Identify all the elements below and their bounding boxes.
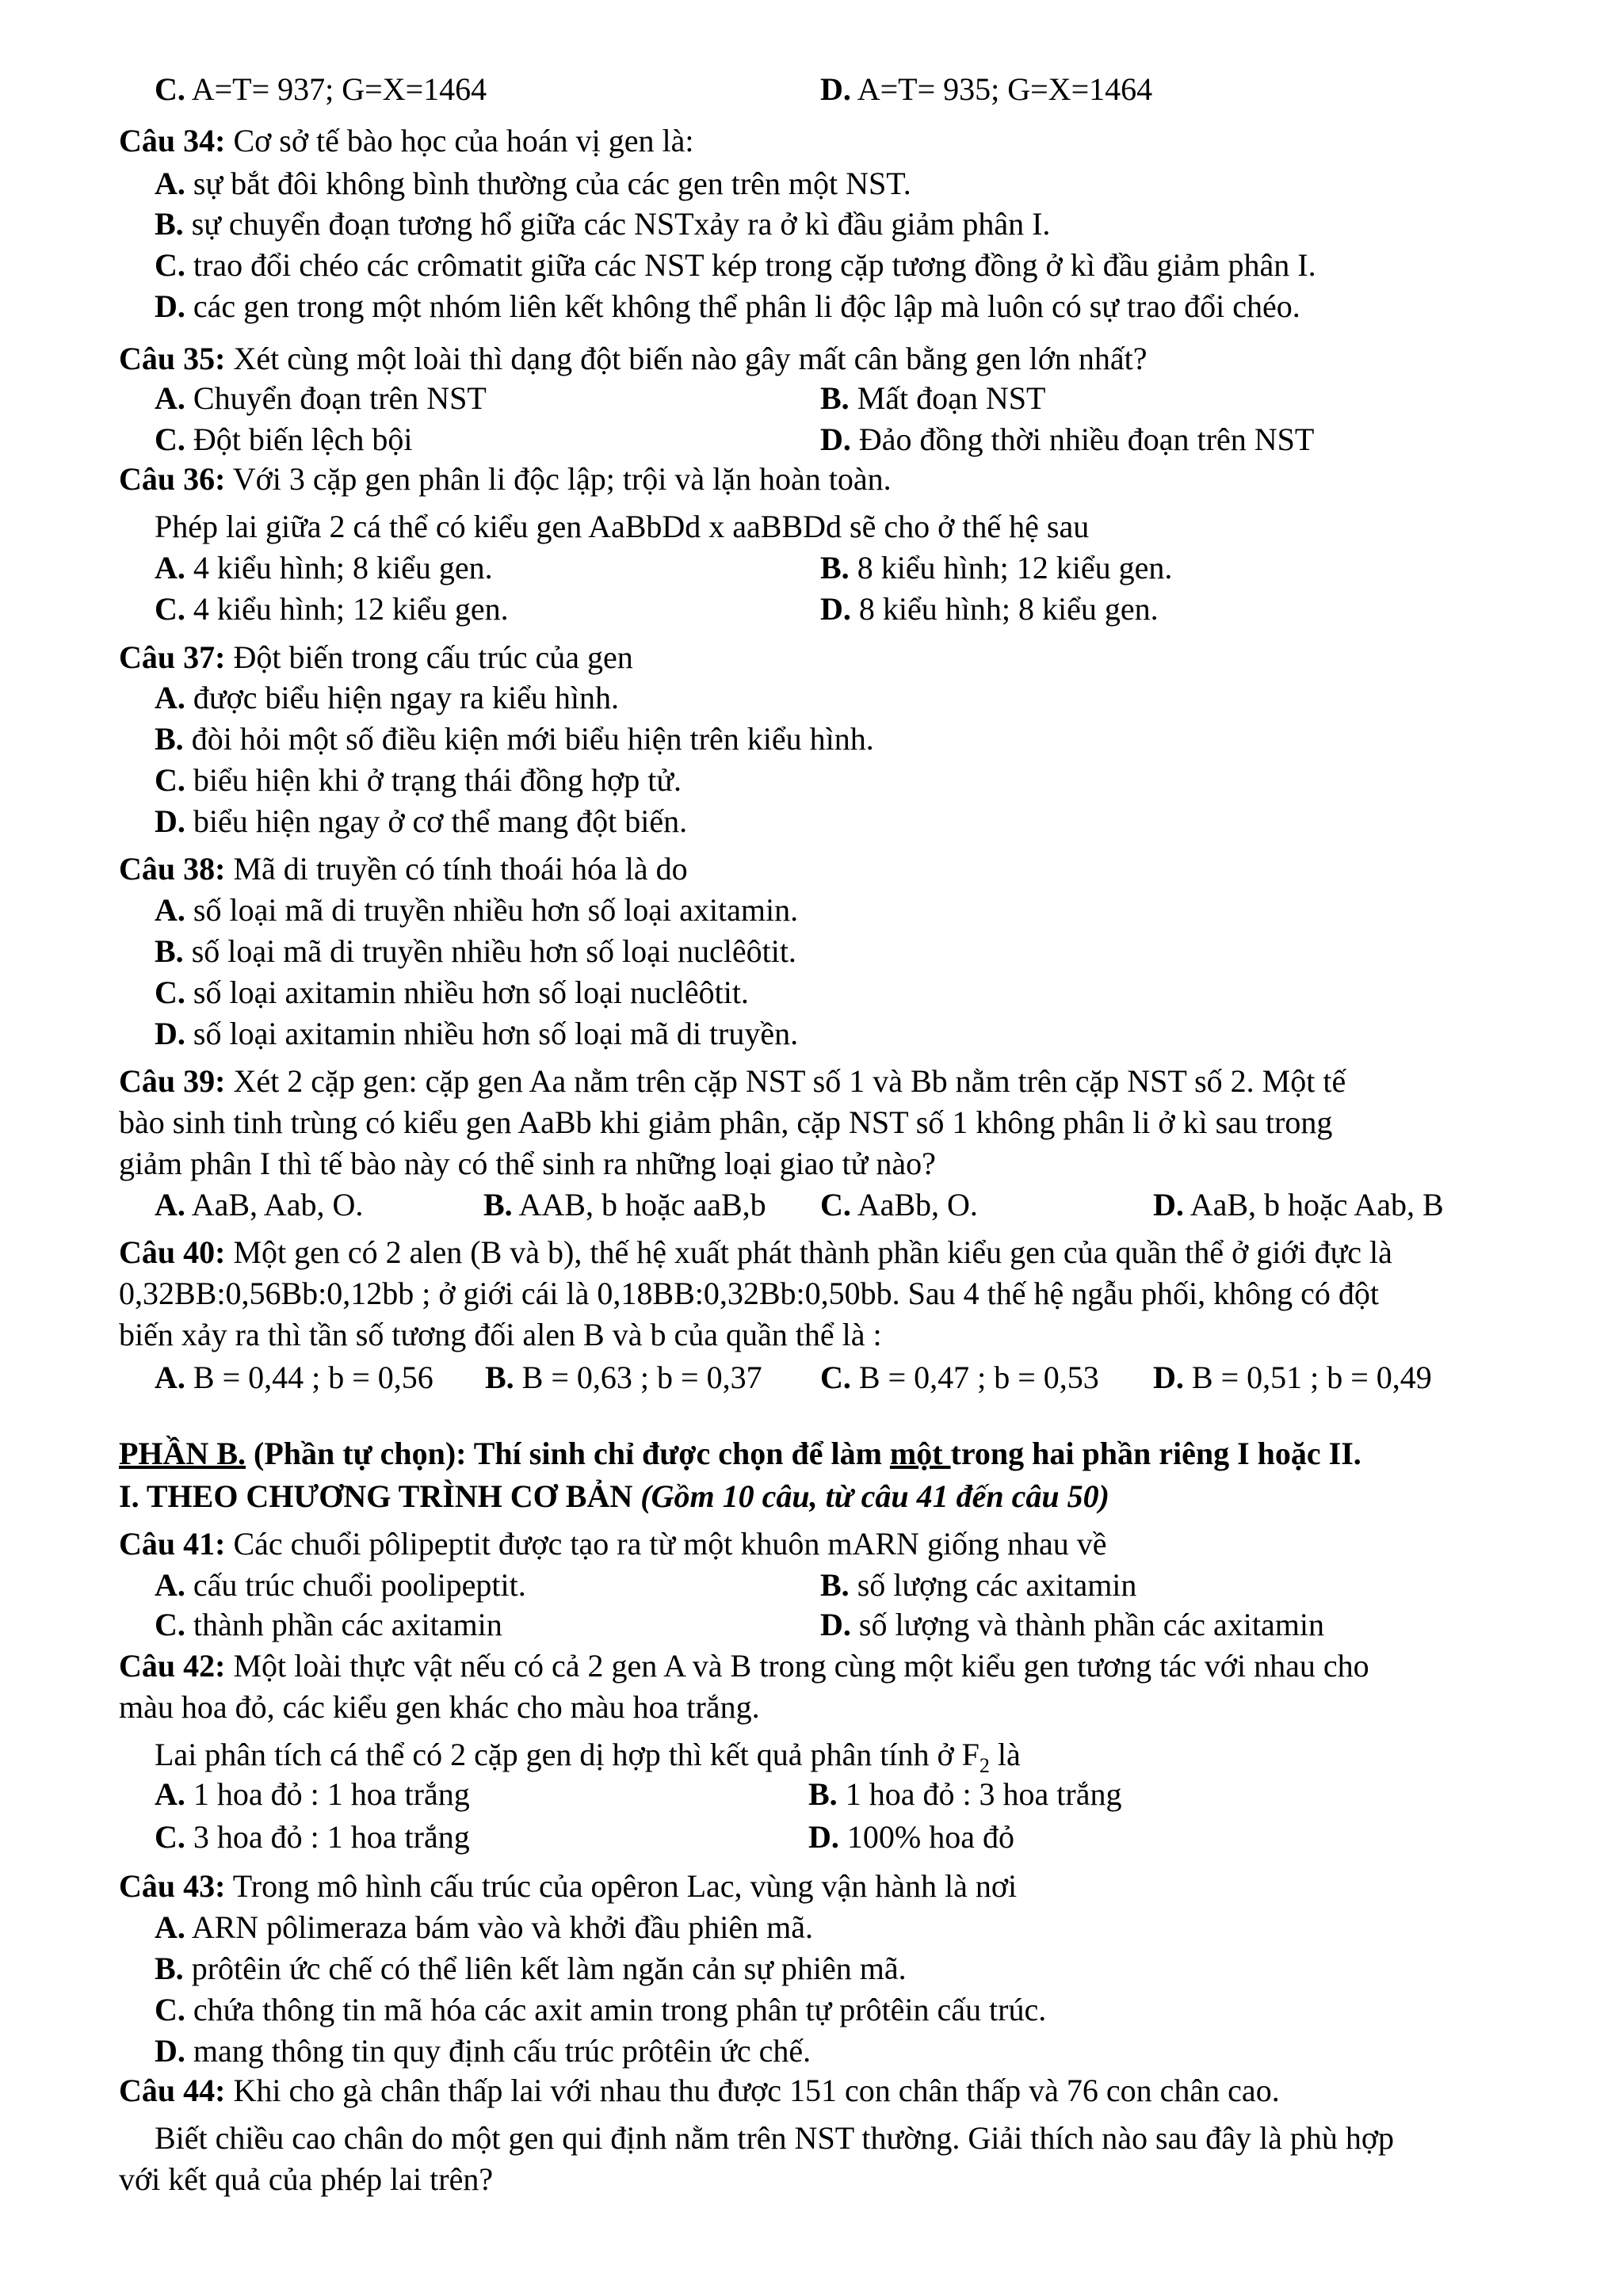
q34-option-d xyxy=(155,287,1300,326)
q34-option-c xyxy=(155,246,1316,285)
q35-option-d xyxy=(820,420,1314,460)
section-title xyxy=(119,1477,1109,1516)
option-d xyxy=(820,70,1152,109)
section-title-text: I. THEO CHƯƠNG TRÌNH CƠ BẢN xyxy=(119,1478,633,1514)
option-text: biểu hiện khi ở trạng thái đồng hợp tử. xyxy=(193,762,682,798)
option-letter: A. xyxy=(155,892,185,928)
option-letter: A. xyxy=(155,1909,185,1945)
option-letter: D. xyxy=(808,1819,839,1855)
option-letter: B. xyxy=(820,550,850,585)
question-label: Câu 43: xyxy=(119,1868,226,1904)
question-42 xyxy=(119,1646,1369,1686)
option-text: số loại axitamin nhiều hơn số loại mã di truyền. xyxy=(193,1016,799,1051)
option-letter: D. xyxy=(820,1607,851,1642)
question-text: Với 3 cặp gen phân li độc lập; trội và lặn hoàn toàn. xyxy=(232,461,892,497)
q35-option-a xyxy=(155,379,487,418)
option-text: AaB, Aab, O. xyxy=(191,1187,364,1222)
option-letter: B. xyxy=(485,1360,514,1395)
question-text: Trong mô hình cấu trúc của opêron Lac, vùng vận hành là nơi xyxy=(232,1868,1018,1904)
option-text: chứa thông tin mã hóa các axit amin trong phân tự prôtêin cấu trúc. xyxy=(193,1992,1047,2027)
q40-line-3: biến xảy ra thì tần số tương đối alen B và b của quần thể là : xyxy=(119,1317,882,1352)
question-38 xyxy=(119,849,688,889)
option-text: các gen trong một nhóm liên kết không thể phân li độc lập mà luôn có sự trao đổi chéo. xyxy=(193,288,1300,324)
option-letter: A. xyxy=(155,166,185,201)
question-34 xyxy=(119,121,694,161)
option-letter: B. xyxy=(155,206,184,242)
q40-option-d xyxy=(1153,1358,1432,1398)
option-text: đòi hỏi một số điều kiện mới biểu hiện trên kiểu hình. xyxy=(191,721,874,757)
q38-option-c xyxy=(155,973,749,1013)
question-text: Xét cùng một loài thì dạng đột biến nào gây mất cân bằng gen lớn nhất? xyxy=(233,341,1148,376)
option-text: số lượng các axitamin xyxy=(857,1567,1137,1603)
q40-line-2: 0,32BB:0,56Bb:0,12bb ; ở giới cái là 0,18BB:0,32Bb:0,50bb. Sau 4 thế hệ ngẫu phối, không có đột xyxy=(119,1276,1380,1311)
option-letter: B. xyxy=(155,1951,184,1986)
option-letter: C. xyxy=(155,247,185,283)
question-40 xyxy=(119,1233,1392,1272)
option-letter: D. xyxy=(155,288,185,324)
q36-text-2: Phép lai giữa 2 cá thể có kiểu gen AaBbDd x aaBBDd sẽ cho ở thế hệ sau xyxy=(155,509,1090,544)
option-letter: A. xyxy=(155,1567,185,1603)
q39-option-c xyxy=(820,1185,978,1225)
option-text: Đảo đồng thời nhiều đoạn trên NST xyxy=(858,421,1315,457)
option-text: A=T= 937; G=X=1464 xyxy=(191,71,487,107)
option-letter: A. xyxy=(155,680,185,715)
option-text: AAB, b hoặc aaB,b xyxy=(518,1187,766,1222)
part-b-heading xyxy=(119,1434,1361,1474)
q43-option-d xyxy=(155,2031,811,2071)
option-letter: C. xyxy=(155,762,185,798)
q39-line-2: bào sinh tinh trùng có kiểu gen AaBb khi giảm phân, cặp NST số 1 không phân li ở kì sau trong xyxy=(119,1104,1333,1140)
option-text: B = 0,51 ; b = 0,49 xyxy=(1191,1360,1432,1395)
option-letter: B. xyxy=(483,1187,513,1222)
question-39 xyxy=(119,1062,1346,1101)
option-letter: C. xyxy=(155,1992,185,2027)
question-44 xyxy=(119,2071,1280,2111)
part-b-label: PHẦN B. xyxy=(119,1436,246,1471)
q42-line-3-text: Lai phân tích cá thể có 2 cặp gen dị hợp thì kết quả phân tính ở F xyxy=(155,1737,980,1772)
option-text: 4 kiểu hình; 8 kiểu gen. xyxy=(193,550,493,585)
q37-option-a xyxy=(155,678,619,718)
option-text: cấu trúc chuổi poolipeptit. xyxy=(193,1567,526,1603)
q39-option-a xyxy=(155,1185,363,1225)
section-note: (Gồm 10 câu, từ câu 41 đến câu 50) xyxy=(640,1478,1109,1514)
q43-option-a xyxy=(155,1908,813,1947)
option-letter: B. xyxy=(820,380,850,416)
option-text: 3 hoa đỏ : 1 hoa trắng xyxy=(193,1819,470,1855)
option-letter: C. xyxy=(155,591,185,627)
option-letter: B. xyxy=(808,1776,838,1812)
option-text: sự bắt đôi không bình thường của các gen trên một NST. xyxy=(193,166,911,201)
option-text: Chuyển đoạn trên NST xyxy=(193,380,487,416)
q43-option-c xyxy=(155,1990,1046,2030)
q36-option-a xyxy=(155,548,493,588)
q41-option-a xyxy=(155,1566,526,1605)
question-label: Câu 37: xyxy=(119,639,226,675)
option-letter: D. xyxy=(1153,1187,1184,1222)
option-letter: C. xyxy=(155,421,185,457)
option-text: AaBb, O. xyxy=(857,1187,978,1222)
q42-option-b xyxy=(808,1775,1122,1814)
q39-option-d xyxy=(1153,1185,1444,1225)
option-text: biểu hiện ngay ở cơ thể mang đột biến. xyxy=(193,803,688,839)
question-label: Câu 35: xyxy=(119,341,226,376)
option-text: được biểu hiện ngay ra kiểu hình. xyxy=(193,680,620,715)
option-letter: A. xyxy=(155,1360,185,1395)
option-text: 8 kiểu hình; 12 kiểu gen. xyxy=(857,550,1173,585)
option-text: 8 kiểu hình; 8 kiểu gen. xyxy=(858,591,1159,627)
part-b-emphasis: một xyxy=(889,1436,951,1471)
question-label: Câu 36: xyxy=(119,461,226,497)
option-text: số loại mã di truyền nhiều hơn số loại axitamin. xyxy=(193,892,799,928)
option-letter: C. xyxy=(820,1360,851,1395)
option-text: 100% hoa đỏ xyxy=(846,1819,1014,1855)
option-letter: C. xyxy=(155,1819,185,1855)
q36-option-d xyxy=(820,589,1159,629)
q34-option-a xyxy=(155,164,911,204)
question-label: Câu 40: xyxy=(119,1234,226,1270)
q34-option-b xyxy=(155,204,1050,244)
question-text: Đột biến trong cấu trúc của gen xyxy=(233,639,633,675)
option-text: B = 0,44 ; b = 0,56 xyxy=(193,1360,433,1395)
option-letter: C. xyxy=(155,974,185,1010)
option-letter: D. xyxy=(820,71,851,107)
option-text: 4 kiểu hình; 12 kiểu gen. xyxy=(193,591,509,627)
question-text: Một gen có 2 alen (B và b), thế hệ xuất phát thành phần kiểu gen của quần thể ở giới đực là xyxy=(233,1234,1392,1270)
q43-option-b xyxy=(155,1949,907,1989)
option-text: ARN pôlimeraza bám vào và khởi đầu phiên mã. xyxy=(191,1909,813,1945)
q44-line-3: với kết quả của phép lai trên? xyxy=(119,2161,494,2197)
option-text: B = 0,47 ; b = 0,53 xyxy=(858,1360,1099,1395)
question-text: Một loài thực vật nếu có cả 2 gen A và B trong cùng một kiểu gen tương tác với nhau cho xyxy=(233,1648,1369,1684)
q42-line-3 xyxy=(155,1735,1021,1775)
option-text: AaB, b hoặc Aab, B xyxy=(1190,1187,1444,1222)
question-label: Câu 34: xyxy=(119,123,226,158)
option-letter: D. xyxy=(1153,1360,1184,1395)
q42-line-2: màu hoa đỏ, các kiểu gen khác cho màu hoa trắng. xyxy=(119,1689,760,1725)
question-35 xyxy=(119,339,1148,379)
option-text: A=T= 935; G=X=1464 xyxy=(857,71,1153,107)
option-text: số loại axitamin nhiều hơn số loại nuclêôtit. xyxy=(193,974,749,1010)
q41-option-d xyxy=(820,1605,1324,1645)
q44-line-2: Biết chiều cao chân do một gen qui định nằm trên NST thường. Giải thích nào sau đây là phù hợp xyxy=(155,2120,1395,2156)
q40-option-b xyxy=(485,1358,762,1398)
option-text: B = 0,63 ; b = 0,37 xyxy=(521,1360,762,1395)
question-36 xyxy=(119,460,892,499)
option-text: prôtêin ức chế có thể liên kết làm ngăn cản sự phiên mã. xyxy=(191,1951,907,1986)
q41-option-c xyxy=(155,1605,502,1645)
option-letter: A. xyxy=(155,1187,185,1222)
q42-option-c xyxy=(155,1817,470,1857)
question-text: Khi cho gà chân thấp lai với nhau thu được 151 con chân thấp và 76 con chân cao. xyxy=(233,2073,1280,2108)
option-text: Mất đoạn NST xyxy=(857,380,1046,416)
option-text: mang thông tin quy định cấu trúc prôtêin ức chế. xyxy=(193,2033,812,2069)
q41-option-b xyxy=(820,1566,1136,1605)
option-letter: C. xyxy=(820,1187,851,1222)
question-label: Câu 44: xyxy=(119,2073,226,2108)
q35-option-b xyxy=(820,379,1045,418)
q40-option-c xyxy=(820,1358,1099,1398)
option-text: số lượng và thành phần các axitamin xyxy=(858,1607,1324,1642)
question-text: Mã di truyền có tính thoái hóa là do xyxy=(233,851,688,887)
option-text: Đột biến lệch bội xyxy=(193,421,413,457)
q42-option-a xyxy=(155,1775,470,1814)
question-43 xyxy=(119,1867,1017,1906)
option-letter: C. xyxy=(155,1607,185,1642)
q37-option-d xyxy=(155,802,687,841)
question-label: Câu 42: xyxy=(119,1648,226,1684)
option-letter: D. xyxy=(155,2033,185,2069)
option-letter: B. xyxy=(155,933,184,969)
question-text: Cơ sở tế bào học của hoán vị gen là: xyxy=(233,123,694,158)
question-37 xyxy=(119,638,633,677)
option-letter: A. xyxy=(155,1776,185,1812)
q39-line-3: giảm phân I thì tế bào này có thể sinh ra những loại giao tử nào? xyxy=(119,1146,936,1181)
option-letter: D. xyxy=(155,803,185,839)
question-label: Câu 41: xyxy=(119,1526,226,1562)
question-label: Câu 38: xyxy=(119,851,226,887)
option-c xyxy=(155,70,487,109)
option-text: 1 hoa đỏ : 1 hoa trắng xyxy=(193,1776,470,1812)
option-letter: A. xyxy=(155,380,185,416)
q37-option-b xyxy=(155,719,874,759)
q42-subscript: 2 xyxy=(979,1754,990,1777)
part-b-text-end: trong hai phần riêng I hoặc II. xyxy=(950,1436,1361,1471)
option-letter: D. xyxy=(155,1016,185,1051)
option-letter: C. xyxy=(155,71,185,107)
option-letter: D. xyxy=(820,421,851,457)
option-letter: A. xyxy=(155,550,185,585)
option-letter: D. xyxy=(820,591,851,627)
question-text: Xét 2 cặp gen: cặp gen Aa nằm trên cặp NST số 1 và Bb nằm trên cặp NST số 2. Một tế xyxy=(233,1063,1346,1099)
option-letter: B. xyxy=(155,721,184,757)
q40-option-a xyxy=(155,1358,433,1398)
q36-option-c xyxy=(155,589,509,629)
q38-option-b xyxy=(155,932,796,971)
question-41 xyxy=(119,1524,1107,1564)
q35-option-c xyxy=(155,420,413,460)
q42-option-d xyxy=(808,1817,1014,1857)
option-text: trao đổi chéo các crômatit giữa các NST kép trong cặp tương đồng ở kì đầu giảm phân I. xyxy=(193,247,1316,283)
option-text: số loại mã di truyền nhiều hơn số loại nuclêôtit. xyxy=(191,933,796,969)
option-text: sự chuyển đoạn tương hổ giữa các NSTxảy ra ở kì đầu giảm phân I. xyxy=(191,206,1051,242)
option-text: 1 hoa đỏ : 3 hoa trắng xyxy=(845,1776,1122,1812)
question-text: Các chuổi pôlipeptit được tạo ra từ một khuôn mARN giống nhau về xyxy=(233,1526,1107,1562)
q36-option-b xyxy=(820,548,1172,588)
question-label: Câu 39: xyxy=(119,1063,226,1099)
q38-option-d xyxy=(155,1014,798,1054)
option-letter: B. xyxy=(820,1567,850,1603)
q38-option-a xyxy=(155,891,798,930)
q42-line-3-end: là xyxy=(989,1737,1021,1772)
part-b-text: (Phần tự chọn): Thí sinh chỉ được chọn để làm xyxy=(246,1436,890,1471)
q39-option-b xyxy=(483,1185,766,1225)
option-text: thành phần các axitamin xyxy=(193,1607,502,1642)
q37-option-c xyxy=(155,761,682,800)
